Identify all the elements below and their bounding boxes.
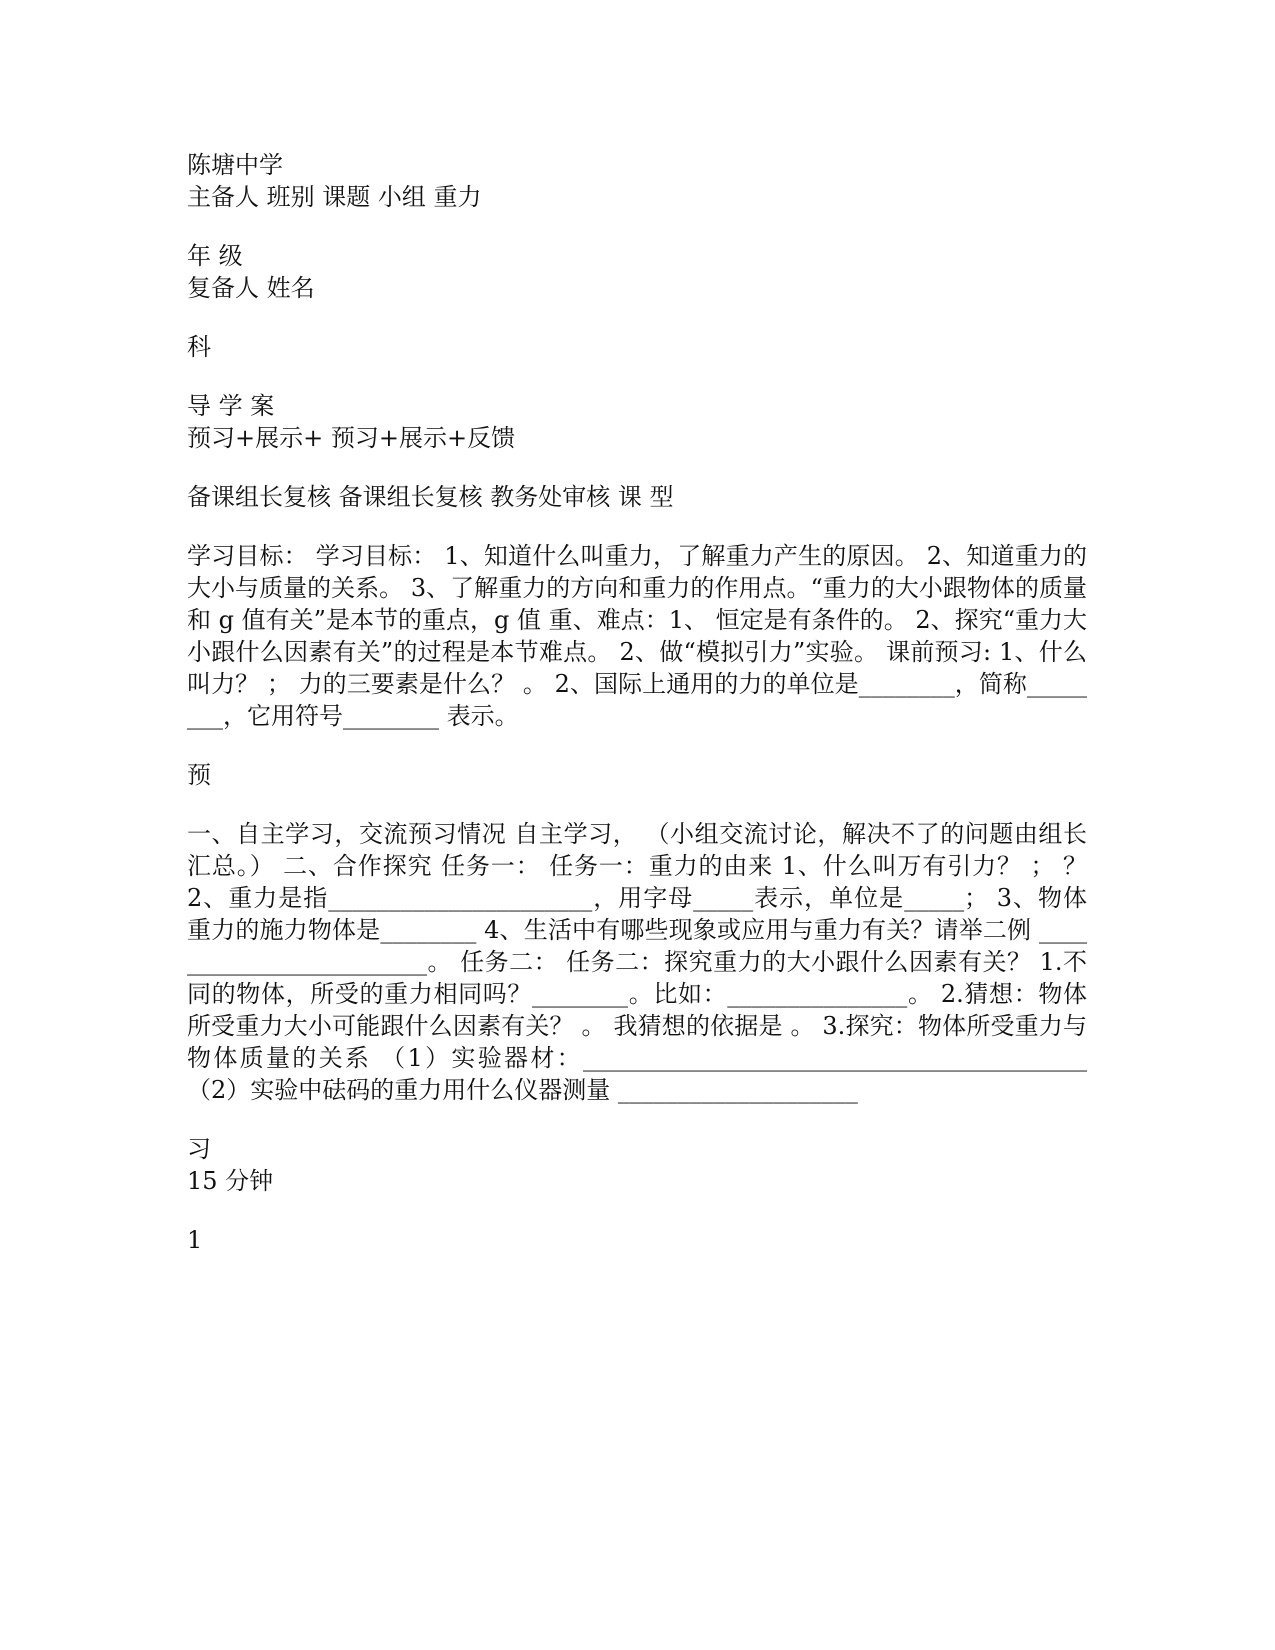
page-number-block [187,1224,1087,1256]
page-number: 1 [187,1226,203,1254]
header-block-1 [187,149,1087,213]
document-title: 导 学 案 [187,392,275,420]
header-row-2: 复备人 姓名 [187,274,315,302]
header-block-2 [187,240,1087,304]
header-block-4 [187,390,1087,454]
header-block-3 [187,331,1087,363]
document-content [187,149,1087,1283]
section-label-practice: 习 [187,1135,211,1163]
course-type-line: 预习+展示+ 预习+展示+反馈 [187,424,516,452]
duration-label: 15 分钟 [187,1167,274,1195]
header-row-1: 主备人 班别 课题 小组 重力 [187,183,482,211]
school-name: 陈塘中学 [187,151,283,179]
objectives-paragraph: 学习目标： 学习目标： 1、知道什么叫重力，了解重力产生的原因。 2、知道重力的大小与质量的关系。 3、了解重力的方向和重力的作用点。“重力的大小跟物体的质量和 g 值有关”是本节的重点，g 值 重、难点：1、 恒定是有条件的。 2、探究“重力大小跟什么因素有关”的过程是本节难点。 2、做“模拟引力”实验。 课前预习: 1、什么叫力？ ； 力的三要素是什么？ 。 2、国际上通用的力的单位是________，简称________，它用符号________ 表示。 [187,542,1087,730]
review-line: 备课组长复核 备课组长复核 教务处审核 课 型 [187,483,674,511]
subject-label: 科 [187,333,211,361]
tasks-paragraph: 一、自主学习，交流预习情况 自主学习， （小组交流讨论，解决不了的问题由组长汇总。） 二、合作探究 任务一： 任务一：重力的由来 1、什么叫万有引力？ ； ？ 2、重力是指______________________，用字母_____表示，单位是_____； 3、物体重力的施力物体是________ 4、生活中有哪些现象或应用与重力有关？请举二例 ________________________。 任务二： 任务二：探究重力的大小跟什么因素有关？ 1.不同的物体，所受的重力相同吗？________。比如：_______________。 2.猜想：物体所受重力大小可能跟什么因素有关？ 。 我猜想的依据是 。 3.探究：物体所受重力与物体质量的关系 （1）实验器材：__________________________________________ （2）实验中砝码的重力用什么仪器测量 ____________________ [187,820,1087,1104]
section-label-preview: 预 [187,761,211,789]
section-label-block-1 [187,759,1087,791]
header-block-5 [187,481,1087,513]
grade-label: 年 级 [187,242,243,270]
footer-block [187,1133,1087,1197]
